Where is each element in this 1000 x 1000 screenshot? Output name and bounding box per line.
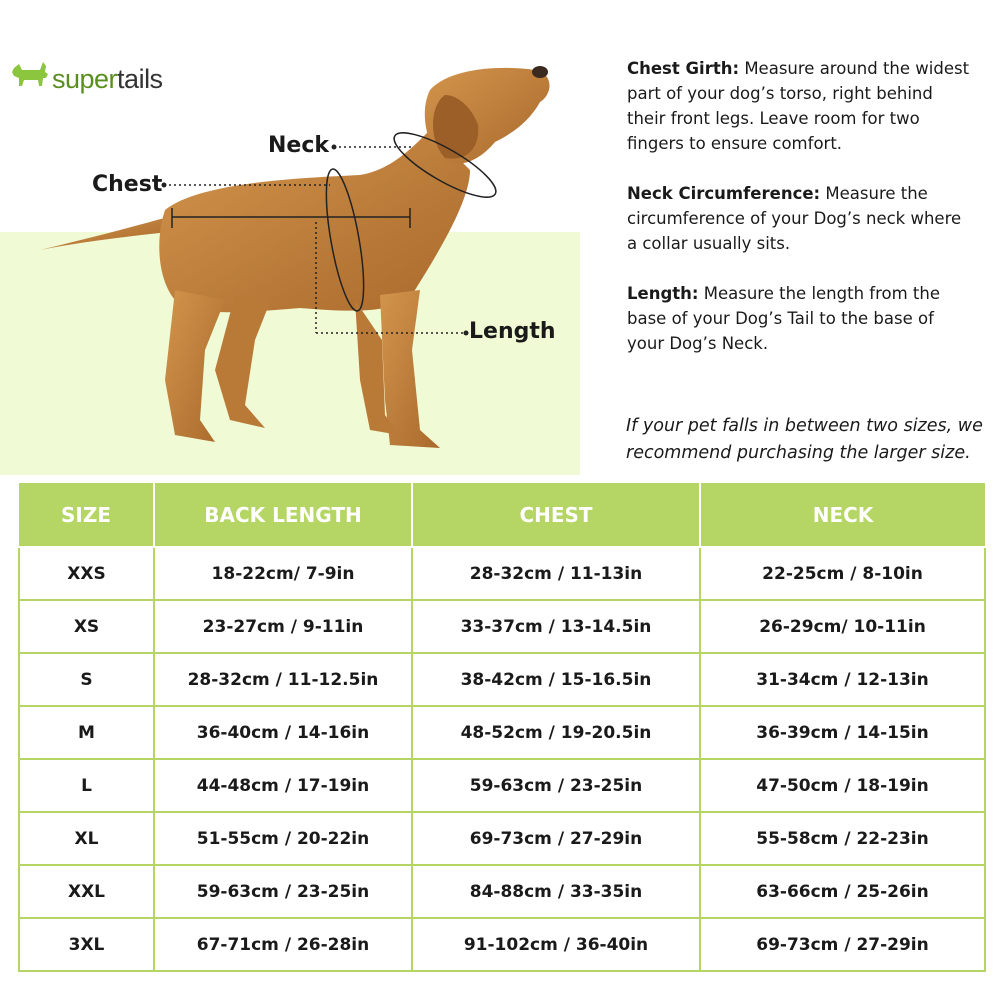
sizing-note: If your pet falls in between two sizes, we recommend purchasing the larger size. [626, 416, 983, 463]
back-length-cell: 59-63cm / 23-25in [154, 865, 412, 918]
length-instruction: Length: Measure the length from the base of your Dog’s Tail to the base of your Dog’s Neck. [627, 284, 940, 353]
table-row [19, 547, 985, 600]
back-length-cell: 67-71cm / 26-28in [154, 918, 412, 971]
back-length-cell: 51-55cm / 20-22in [154, 812, 412, 865]
chest-label: Chest [92, 172, 163, 197]
dog-illustration [0, 50, 600, 470]
chest-cell: 59-63cm / 23-25in [412, 759, 700, 812]
neck-cell: 26-29cm/ 10-11in [700, 600, 985, 653]
chest-cell: 91-102cm / 36-40in [412, 918, 700, 971]
header-size: SIZE [19, 483, 154, 547]
neck-cell: 36-39cm / 14-15in [700, 706, 985, 759]
table-header-row [19, 483, 985, 547]
back-length-cell: 18-22cm/ 7-9in [154, 547, 412, 600]
size-chart-table [18, 483, 986, 972]
neck-cell: 55-58cm / 22-23in [700, 812, 985, 865]
size-cell: XXL [19, 865, 154, 918]
table-row [19, 759, 985, 812]
chest-cell: 28-32cm / 11-13in [412, 547, 700, 600]
size-cell: XL [19, 812, 154, 865]
size-cell: XS [19, 600, 154, 653]
table-row [19, 865, 985, 918]
back-length-cell: 28-32cm / 11-12.5in [154, 653, 412, 706]
chest-cell: 84-88cm / 33-35in [412, 865, 700, 918]
chest-cell: 48-52cm / 19-20.5in [412, 706, 700, 759]
dog-silhouette [40, 63, 550, 448]
neck-cell: 31-34cm / 12-13in [700, 653, 985, 706]
header-chest: CHEST [412, 483, 700, 547]
neck-cell: 22-25cm / 8-10in [700, 547, 985, 600]
back-length-cell: 44-48cm / 17-19in [154, 759, 412, 812]
table-row [19, 918, 985, 971]
back-length-cell: 23-27cm / 9-11in [154, 600, 412, 653]
measurement-instructions [627, 56, 972, 381]
table-row [19, 600, 985, 653]
chest-cell: 69-73cm / 27-29in [412, 812, 700, 865]
table-row [19, 706, 985, 759]
chest-cell: 33-37cm / 13-14.5in [412, 600, 700, 653]
table-row [19, 653, 985, 706]
size-cell: XXS [19, 547, 154, 600]
size-cell: M [19, 706, 154, 759]
size-cell: S [19, 653, 154, 706]
neck-cell: 47-50cm / 18-19in [700, 759, 985, 812]
header-back-length: BACK LENGTH [154, 483, 412, 547]
length-marker [464, 331, 469, 336]
neck-cell: 63-66cm / 25-26in [700, 865, 985, 918]
size-cell: 3XL [19, 918, 154, 971]
length-label: Length [469, 319, 556, 344]
back-length-cell: 36-40cm / 14-16in [154, 706, 412, 759]
neck-label: Neck [268, 133, 330, 158]
header-neck: NECK [700, 483, 985, 547]
table-row [19, 812, 985, 865]
size-cell: L [19, 759, 154, 812]
chest-cell: 38-42cm / 15-16.5in [412, 653, 700, 706]
neck-cell: 69-73cm / 27-29in [700, 918, 985, 971]
neck-marker [332, 145, 337, 150]
chest-girth-instruction: Chest Girth: Measure around the widest part of your dog’s torso, right behind their front legs. Leave room for two fingers to ensure comfort. [627, 59, 970, 153]
brand-name: supertails [52, 63, 163, 94]
neck-circumference-instruction: Neck Circumference: Measure the circumference of your Dog’s neck where a collar usually sits. [627, 184, 962, 253]
